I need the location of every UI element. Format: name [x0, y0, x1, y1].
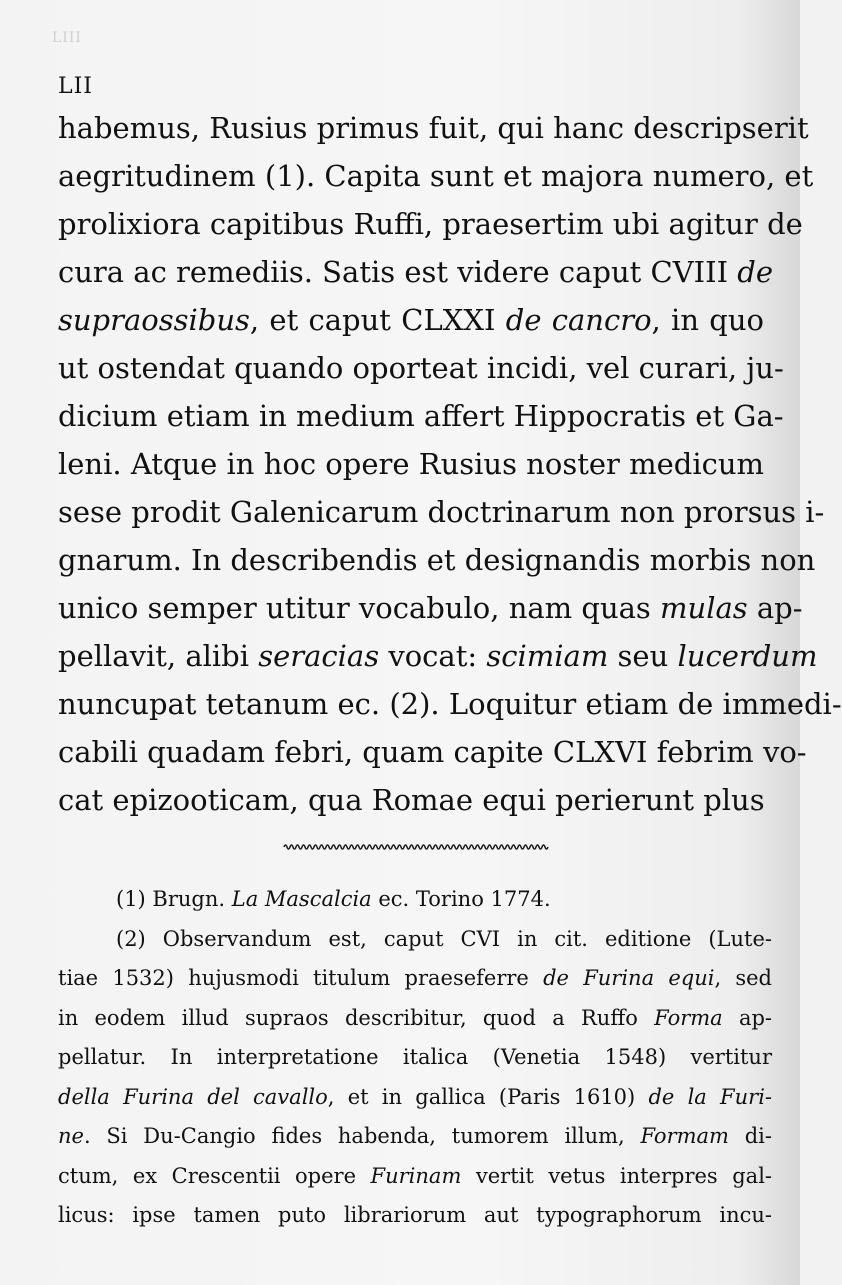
italic-span: de la Furi-	[648, 1084, 773, 1109]
footnote-line	[58, 880, 772, 920]
italic-span: Forma	[654, 1005, 723, 1030]
text-line	[58, 536, 816, 584]
footnote-line	[58, 1038, 772, 1078]
footnote-line	[58, 1196, 772, 1236]
italic-span: La Mascalcia	[231, 887, 372, 911]
text-span: pellavit, alibi	[58, 639, 259, 673]
text-line	[58, 728, 807, 776]
text-span: (1) Brugn.	[116, 887, 232, 911]
text-span: di-	[728, 1124, 772, 1148]
italic-span: supraossibus	[58, 303, 250, 337]
text-line	[58, 344, 784, 392]
text-line	[58, 488, 825, 536]
italic-span: Formam	[640, 1124, 729, 1148]
bleed-through-text: LIII	[52, 30, 82, 46]
text-line	[58, 392, 784, 440]
text-span: (2) Observandum est, caput CVI in cit. editione (Lute-	[116, 926, 772, 951]
footnote-line	[58, 1078, 772, 1118]
italic-span: de cancro	[505, 303, 652, 337]
text-span: aegritudinem (1). Capita sunt et majora numero, et	[58, 159, 814, 193]
text-span: , et caput CLXXI	[249, 303, 506, 337]
text-line	[58, 584, 803, 632]
text-line	[58, 296, 764, 344]
italic-span: ne	[58, 1124, 84, 1148]
text-span: licus: ipse tamen puto librariorum aut typographorum incu-	[58, 1203, 772, 1227]
text-span: sese prodit Galenicarum doctrinarum non prorsus i-	[58, 495, 825, 529]
text-span: pellatur. In interpretatione italica (Venetia 1548) vertitur	[58, 1045, 772, 1069]
text-span: seu	[608, 639, 678, 673]
footnote-line	[58, 1117, 772, 1157]
text-line	[58, 248, 773, 296]
text-span: unico semper utitur vocabulo, nam quas	[58, 591, 661, 625]
text-line	[58, 440, 764, 488]
footnote-line	[58, 1157, 772, 1197]
main-text	[58, 104, 842, 824]
text-span: prolixiora capitibus Ruffi, praesertim ubi agitur de	[58, 207, 803, 241]
text-line	[58, 200, 803, 248]
text-span: ec. Torino 1774.	[371, 887, 551, 911]
italic-span: seracias	[258, 639, 380, 673]
text-span: , sed	[714, 966, 772, 990]
text-span: gnarum. In describendis et designandis morbis non	[58, 543, 816, 577]
text-span: ap-	[722, 1005, 772, 1030]
italic-span: scimiam	[486, 639, 609, 673]
text-line	[58, 152, 814, 200]
text-span: , et in gallica (Paris 1610)	[327, 1084, 649, 1109]
text-line	[58, 776, 764, 824]
ornamental-rule	[284, 842, 548, 852]
footnote-line	[58, 920, 772, 960]
text-span: tiae 1532) hujusmodi titulum praeseferre	[58, 966, 544, 990]
text-span: nuncupat tetanum ec. (2). Loquitur etiam de immedi-	[58, 687, 842, 721]
footnotes	[58, 880, 772, 1236]
text-span: leni. Atque in hoc opere Rusius noster medicum	[58, 447, 765, 481]
text-span: vocat:	[379, 639, 487, 673]
text-span: ap-	[747, 591, 803, 625]
footnote-line	[58, 959, 772, 999]
text-line	[58, 632, 818, 680]
italic-span: Furinam	[370, 1163, 462, 1188]
page-number: LII	[58, 74, 93, 99]
text-span: ut ostendat quando oporteat incidi, vel curari, ju-	[58, 351, 784, 385]
footnote-line	[58, 999, 772, 1039]
text-span: cat epizooticam, qua Romae equi perierunt plus	[58, 783, 765, 817]
italic-span: della Furina del cavallo	[58, 1084, 328, 1109]
italic-span: de	[737, 255, 773, 289]
text-span: habemus, Rusius primus fuit, qui hanc descripserit	[58, 111, 809, 145]
italic-span: lucerdum	[677, 639, 818, 673]
text-span: , in quo	[651, 303, 765, 337]
text-span: . Si Du-Cangio fides habenda, tumorem illum,	[83, 1124, 641, 1148]
text-span: in eodem illud supraos describitur, quod a Ruffo	[58, 1005, 655, 1030]
text-span: ctum, ex Crescentii opere	[58, 1163, 371, 1188]
text-line	[58, 680, 842, 728]
text-line	[58, 104, 809, 152]
text-span: dicium etiam in medium affert Hippocratis et Ga-	[58, 399, 784, 433]
italic-span: mulas	[660, 591, 748, 625]
text-span: cabili quadam febri, quam capite CLXVI febrim vo-	[58, 735, 807, 769]
text-span: cura ac remediis. Satis est videre caput CVIII	[58, 255, 738, 289]
text-span: vertit vetus interpres gal-	[461, 1163, 772, 1188]
italic-span: de Furina equi	[543, 966, 715, 990]
